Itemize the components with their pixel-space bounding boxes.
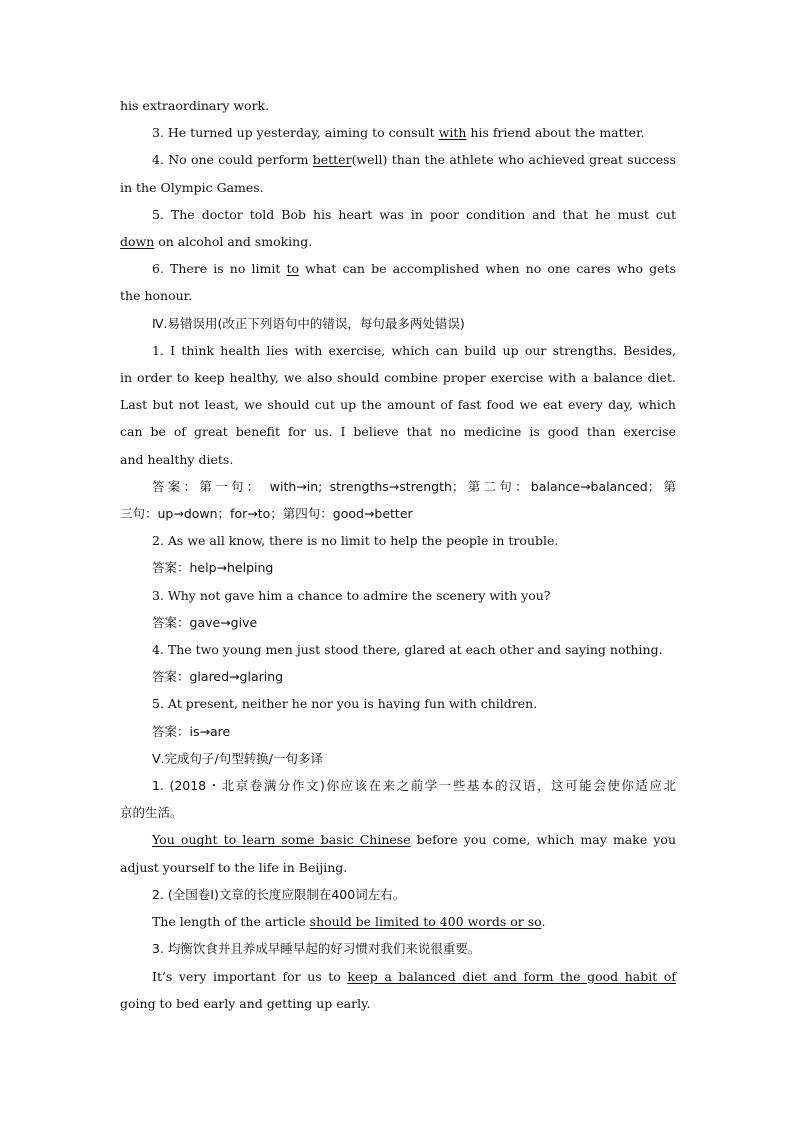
answer-underlined: You ought to learn some basic Chinese (152, 832, 411, 848)
answer-underlined: should be limited to 400 words or so (309, 914, 542, 930)
iv-item-1: 1. I think health lies with exercise, which can build up our strengths. Besides, (152, 342, 676, 358)
v-item-3: 3. 均衡饮食并且养成早睡早起的好习惯对我们来说很重要。 (152, 941, 481, 957)
text-line: and healthy diets. (120, 451, 234, 467)
iv-item-4: 4. The two young men just stood there, glared at each other and saying nothing. (152, 642, 663, 658)
answer-line: 答案：is→are (152, 723, 231, 739)
section-heading-iv: Ⅳ.易错误用(改正下列语句中的错误，每句最多两处错误) (152, 315, 465, 331)
section-heading-v: Ⅴ.完成句子/句型转换/一句多译 (152, 750, 323, 766)
text-line: 京的生活。 (120, 805, 183, 821)
v-item-2-answer: The length of the article should be limited to 400 words or so. (152, 914, 546, 930)
item-5: 5. The doctor told Bob his heart was in poor condition and that he must cut (152, 206, 676, 222)
answer-underlined: down (120, 234, 155, 250)
text-line: in order to keep healthy, we also should combine proper exercise with a balance diet. (120, 370, 676, 386)
document-page (120, 92, 676, 1017)
answer-underlined: to (286, 261, 300, 277)
iv-item-2: 2. As we all know, there is no limit to help the people in trouble. (152, 533, 559, 549)
iv-item-3: 3. Why not gave him a chance to admire the scenery with you? (152, 587, 551, 603)
v-item-1: 1. (2018・北京卷满分作文)你应该在来之前学一些基本的汉语，这可能会使你适应北 (152, 778, 676, 794)
answer-underlined: with (438, 125, 467, 141)
v-item-1-answer: You ought to learn some basic Chinese before you come, which may make you (152, 832, 676, 848)
text-line: the honour. (120, 288, 193, 304)
item-6: 6. There is no limit to what can be accomplished when no one cares who gets (152, 261, 676, 277)
answer-underlined: keep a balanced diet and form the good habit of (347, 968, 676, 984)
answer-underlined: better (312, 152, 352, 168)
answer-line: 答案：第一句： with→in; strengths→strength；第二句：balance→balanced；第 (152, 478, 676, 494)
answer-line: 答案：glared→glaring (152, 669, 284, 685)
answer-line: 三句：up→down；for→to；第四句：good→better (120, 506, 413, 522)
v-item-3-answer: It’s very important for us to keep a balanced diet and form the good habit of (152, 968, 676, 984)
item-3: 3. He turned up yesterday, aiming to consult with his friend about the matter. (152, 125, 645, 141)
text-line: can be of great benefit for us. I believe that no medicine is good than exercise (120, 424, 676, 440)
item-4: 4. No one could perform better(well) than the athlete who achieved great success (152, 152, 676, 168)
text-line: Last but not least, we should cut up the amount of fast food we eat every day, which (120, 397, 676, 413)
text-line: in the Olympic Games. (120, 179, 264, 195)
iv-item-5: 5. At present, neither he nor you is having fun with children. (152, 696, 538, 712)
answer-line: 答案：gave→give (152, 614, 258, 630)
text-line: down on alcohol and smoking. (120, 234, 313, 250)
answer-line: 答案：help→helping (152, 560, 274, 576)
text-line: adjust yourself to the life in Beijing. (120, 859, 348, 875)
text-line: going to bed early and getting up early. (120, 995, 371, 1011)
text-line: his extraordinary work. (120, 98, 270, 113)
v-item-2: 2. (全国卷Ⅰ)文章的长度应限制在400词左右。 (152, 886, 406, 902)
